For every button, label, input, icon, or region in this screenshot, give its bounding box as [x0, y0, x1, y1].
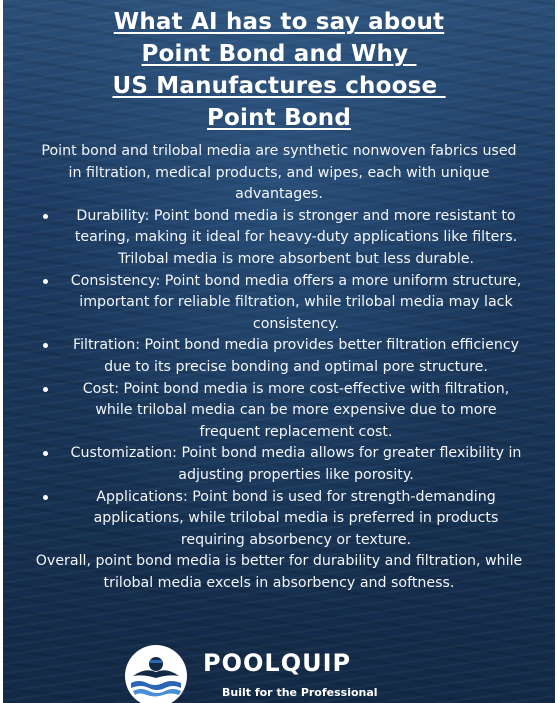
bullet-dot-icon [43, 343, 48, 348]
list-item-text: Filtration: Point bond media provides better filtration efficiency due to its precise bonding and optimal pore structure. [72, 337, 520, 375]
list-item [33, 206, 525, 271]
brand-footer [125, 645, 405, 703]
article-body [33, 141, 525, 594]
bullet-dot-icon [43, 214, 48, 219]
list-item [33, 335, 525, 378]
bullet-dot-icon [43, 495, 48, 500]
brand-name: POOLQUIP [203, 649, 352, 677]
list-item-text: Customization: Point bond media allows for greater flexibility in adjusting properties like porosity. [70, 445, 522, 483]
bullet-dot-icon [43, 387, 48, 392]
title-line-1: What AI has to say about [113, 9, 445, 35]
advantages-list [33, 206, 525, 552]
swimmer-logo-icon [125, 645, 187, 703]
bullet-dot-icon [43, 451, 48, 456]
bullet-dot-icon [43, 279, 48, 284]
intro-paragraph: Point bond and trilobal media are synthetic nonwoven fabrics used in filtration, medical products, and wipes, each with unique advantages. [41, 143, 517, 203]
list-item-text: Consistency: Point bond media offers a more uniform structure, important for reliable filtration, while trilobal media may lack consistency. [70, 272, 522, 332]
list-item-text: Applications: Point bond is used for strength-demanding applications, while trilobal media is preferred in products requiring absorbency or texture. [93, 488, 499, 548]
conclusion-paragraph: Overall, point bond media is better for durability and filtration, while trilobal media excels in absorbency and softness. [35, 553, 523, 591]
title-line-3: US Manufactures choose [112, 73, 446, 99]
list-item [33, 443, 525, 486]
brand-tagline: Built for the Professional [222, 686, 378, 699]
list-item-text: Durability: Point bond media is stronger and more resistant to tearing, making it ideal for heavy-duty applications like filters. Trilobal media is more absorbent but less durable. [74, 207, 518, 267]
title-line-2: Point Bond and Why [141, 41, 417, 67]
list-item [33, 487, 525, 552]
poster [3, 0, 555, 703]
list-item [33, 379, 525, 444]
list-item [33, 271, 525, 336]
poster-title [3, 6, 555, 134]
title-line-4: Point Bond [206, 105, 352, 131]
list-item-text: Cost: Point bond media is more cost-effective with filtration, while trilobal media can be more expensive due to more frequent replacement cost. [82, 380, 510, 440]
